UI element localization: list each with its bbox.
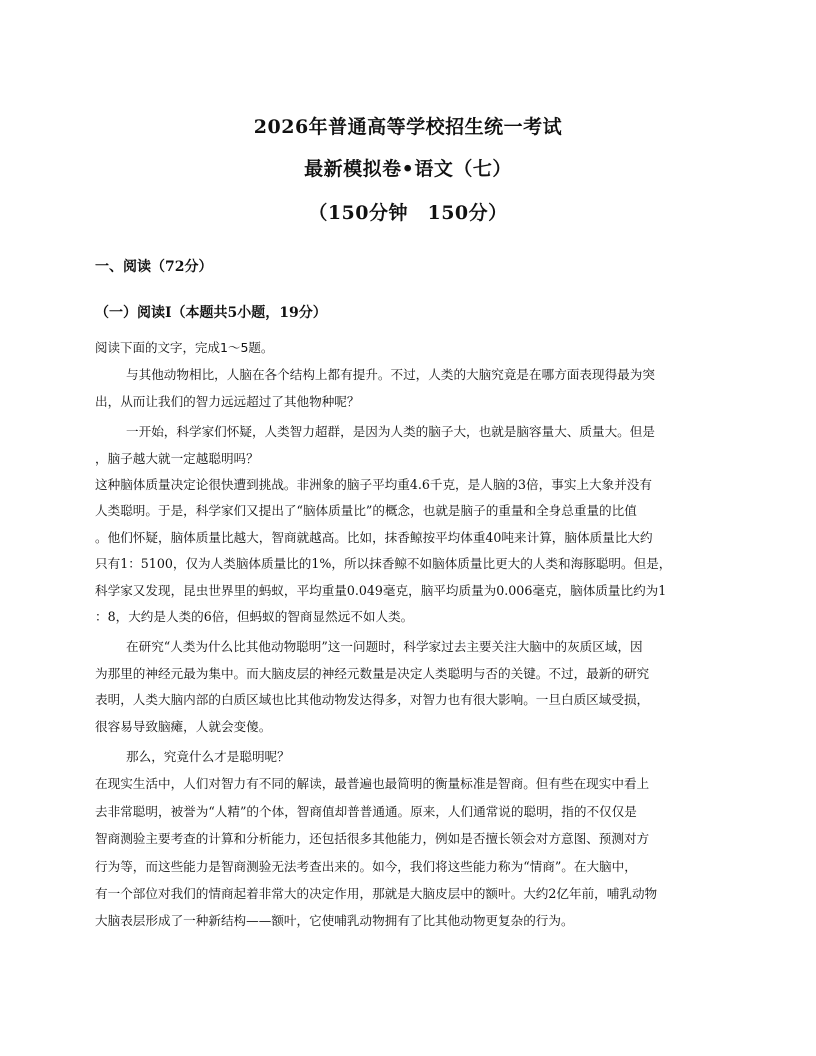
passage-line: 在研究“人类为什么比其他动物聪明”这一问题时，科学家过去主要关注大脑中的灰质区域，因 — [126, 639, 643, 654]
passage-line: 出，从而让我们的智力远远超过了其他物种呢？ — [95, 394, 360, 409]
passage-line: 一开始，科学家们怀疑，人类智力超群，是因为人类的脑子大，也就是脑容量大、质量大。但是 — [126, 424, 655, 439]
passage-line: 很容易导致脑瘫，人就会变傻。 — [95, 719, 272, 734]
reading-instruction: 阅读下面的文字，完成1～5题。 — [95, 340, 274, 355]
passage-line: 。他们怀疑，脑体质量比越大，智商就越高。比如，抹香鲸按平均体重40吨来计算，脑体质量比大约 — [95, 530, 653, 545]
passage-line: 有一个部位对我们的情商起着非常大的决定作用，那就是大脑皮层中的额叶。大约2亿年前，哺乳动物 — [95, 886, 658, 901]
passage-line: 行为等，而这些能力是智商测验无法考查出来的。如今，我们将这些能力称为“情商”。在大脑中， — [95, 859, 637, 874]
passage-line: ：8，大约是人类的6倍，但蚂蚁的智商显然远不如人类。 — [95, 609, 414, 624]
passage-line: 表明，人类大脑内部的白质区域也比其他动物发达得多，对智力也有很大影响。一旦白质区域受损， — [95, 692, 650, 707]
passage-line: 为那里的神经元最为集中。而大脑皮层的神经元数量是决定人类聪明与否的关键。不过，最新的研究 — [95, 666, 650, 681]
passage-line: 那么，究竟什么才是聪明呢？ — [126, 749, 290, 764]
passage-line: 去非常聪明，被誉为“人精”的个体，智商值却普普通通。原来，人们通常说的聪明，指的不仅仅是 — [95, 804, 637, 819]
subsection-heading: （一）阅读Ⅰ（本题共5小题，19分） — [95, 305, 327, 321]
passage-line: 在现实生活中，人们对智力有不同的解读，最普遍也最简明的衡量标准是智商。但有些在现实中看上 — [95, 776, 650, 791]
exam-subtitle: 最新模拟卷•语文（七） — [304, 158, 512, 180]
passage-line: 智商测验主要考查的计算和分析能力，还包括很多其他能力，例如是否擅长领会对方意图、预测对方 — [95, 831, 650, 846]
passage-line: 只有1：5100，仅为人类脑体质量比的1%，所以抹香鲸不如脑体质量比更大的人类和海豚聪明。但是， — [95, 556, 672, 571]
section-heading: 一、阅读（72分） — [95, 259, 213, 275]
passage-line: 科学家又发现，昆虫世界里的蚂蚁，平均重量0.049毫克，脑平均质量为0.006毫克，脑体质量比约为1 — [95, 583, 667, 598]
exam-duration-score: （150分钟 150分） — [308, 202, 508, 224]
passage-line: 大脑表层形成了一种新结构——额叶，它使哺乳动物拥有了比其他动物更复杂的行为。 — [95, 913, 574, 928]
passage-line: ，脑子越大就一定越聪明吗？ — [95, 451, 259, 466]
passage-line: 与其他动物相比，人脑在各个结构上都有提升。不过，人类的大脑究竟是在哪方面表现得最为突 — [126, 367, 655, 382]
passage-line: 人类聪明。于是，科学家们又提出了“脑体质量比”的概念，也就是脑子的重量和全身总重量的比值 — [95, 503, 637, 518]
exam-title: 2026年普通高等学校招生统一考试 — [253, 116, 563, 138]
passage-line: 这种脑体质量决定论很快遭到挑战。非洲象的脑子平均重4.6千克，是人脑的3倍，事实上大象并没有 — [95, 477, 652, 492]
